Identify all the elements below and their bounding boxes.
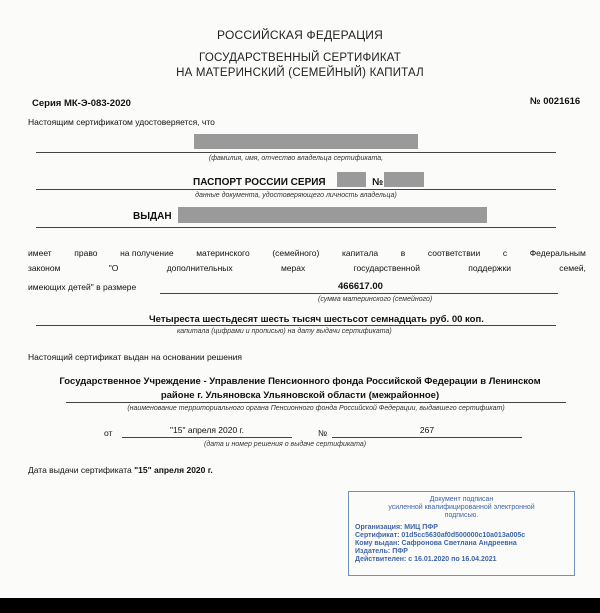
passport-caption: данные документа, удостоверяющего личность владельца) bbox=[195, 192, 397, 199]
decision-no-label: № bbox=[318, 428, 328, 438]
title-line-2: НА МАТЕРИНСКИЙ (СЕМЕЙНЫЙ) КАПИТАЛ bbox=[176, 67, 424, 79]
signature-stamp bbox=[348, 491, 575, 576]
decision-caption: (дата и номер решения о выдаче сертификата) bbox=[204, 441, 367, 448]
issue-date-value: "15" апреля 2020 г. bbox=[134, 465, 213, 475]
redacted-passport-series bbox=[337, 172, 366, 187]
decision-number: 267 bbox=[419, 425, 435, 435]
issued-label: ВЫДАН bbox=[133, 211, 172, 222]
amount-line bbox=[160, 293, 558, 294]
amount-words: Четыреста шестьдесят шесть тысяч шестьсот семнадцать руб. 00 коп. bbox=[149, 314, 484, 325]
issuer-line bbox=[36, 227, 556, 228]
title-line-1: ГОСУДАРСТВЕННЫЙ СЕРТИФИКАТ bbox=[199, 52, 401, 64]
fio-line bbox=[36, 152, 556, 153]
stamp-title-1: Документ подписан bbox=[429, 496, 494, 503]
certificate-number: № 0021616 bbox=[530, 96, 581, 107]
passport-no-label: № bbox=[372, 177, 384, 188]
series-label: Серия МК-Э-083-2020 bbox=[32, 98, 131, 109]
passport-label: ПАСПОРТ РОССИИ СЕРИЯ bbox=[193, 177, 326, 188]
amount-words-caption: капитала (цифрами и прописью) на дату выдачи сертификата) bbox=[177, 328, 392, 335]
stamp-organization: Организация: МИЦ ПФР bbox=[355, 524, 438, 531]
decision-number-line bbox=[332, 437, 522, 438]
bottom-black-bar bbox=[0, 598, 600, 613]
right-text-line-2: законом "О дополнительных мерах государственной поддержки семей, bbox=[28, 263, 586, 273]
basis-text: Настоящий сертификат выдан на основании решения bbox=[28, 352, 242, 362]
amount-value: 466617.00 bbox=[338, 281, 383, 292]
redacted-issuer bbox=[178, 207, 487, 223]
stamp-certificate: Сертификат: 01d5cc5630af0d500000c10a013a005c bbox=[355, 532, 526, 539]
decision-from-label: от bbox=[104, 428, 113, 438]
passport-line bbox=[36, 189, 556, 190]
organ-line-2: районе г. Ульяновска Ульяновской области (межрайонное) bbox=[160, 390, 440, 401]
decision-date-line bbox=[122, 437, 292, 438]
stamp-title-3: подписью. bbox=[444, 512, 479, 519]
decision-date: "15" апреля 2020 г. bbox=[170, 425, 244, 435]
organ-caption: (наименование территориального органа Пенсионного фонда Российской Федерации, выдавшего сертификат) bbox=[127, 405, 505, 412]
amount-words-line bbox=[36, 325, 556, 326]
stamp-issuer: Издатель: ПФР bbox=[355, 548, 408, 555]
redacted-passport-number bbox=[384, 172, 424, 187]
certify-text: Настоящим сертификатом удостоверяется, что bbox=[28, 117, 215, 127]
amount-caption: (сумма материнского (семейного) bbox=[318, 296, 433, 303]
right-text-line-1: имеет право на получение материнского (семейного) капитала в соответствии с Федеральным bbox=[28, 248, 586, 258]
issue-date-row bbox=[28, 465, 213, 475]
redacted-fio bbox=[194, 134, 418, 149]
right-text-line-3: имеющих детей" в размере bbox=[28, 282, 137, 292]
stamp-title-2: усиленной квалифицированной электронной bbox=[388, 504, 535, 511]
fio-caption: (фамилия, имя, отчество владельца сертификата, bbox=[208, 155, 384, 162]
issue-date-label: Дата выдачи сертификата bbox=[28, 465, 132, 475]
organ-line-1: Государственное Учреждение - Управление Пенсионного фонда Российской Федерации в Ленинском bbox=[59, 376, 541, 387]
stamp-valid: Действителен: с 16.01.2020 по 16.04.2021 bbox=[355, 556, 497, 563]
stamp-issued-to: Кому выдан: Сафронова Светлана Андреевна bbox=[355, 540, 517, 547]
organ-line bbox=[66, 402, 566, 403]
country-heading: РОССИЙСКАЯ ФЕДЕРАЦИЯ bbox=[217, 28, 383, 42]
